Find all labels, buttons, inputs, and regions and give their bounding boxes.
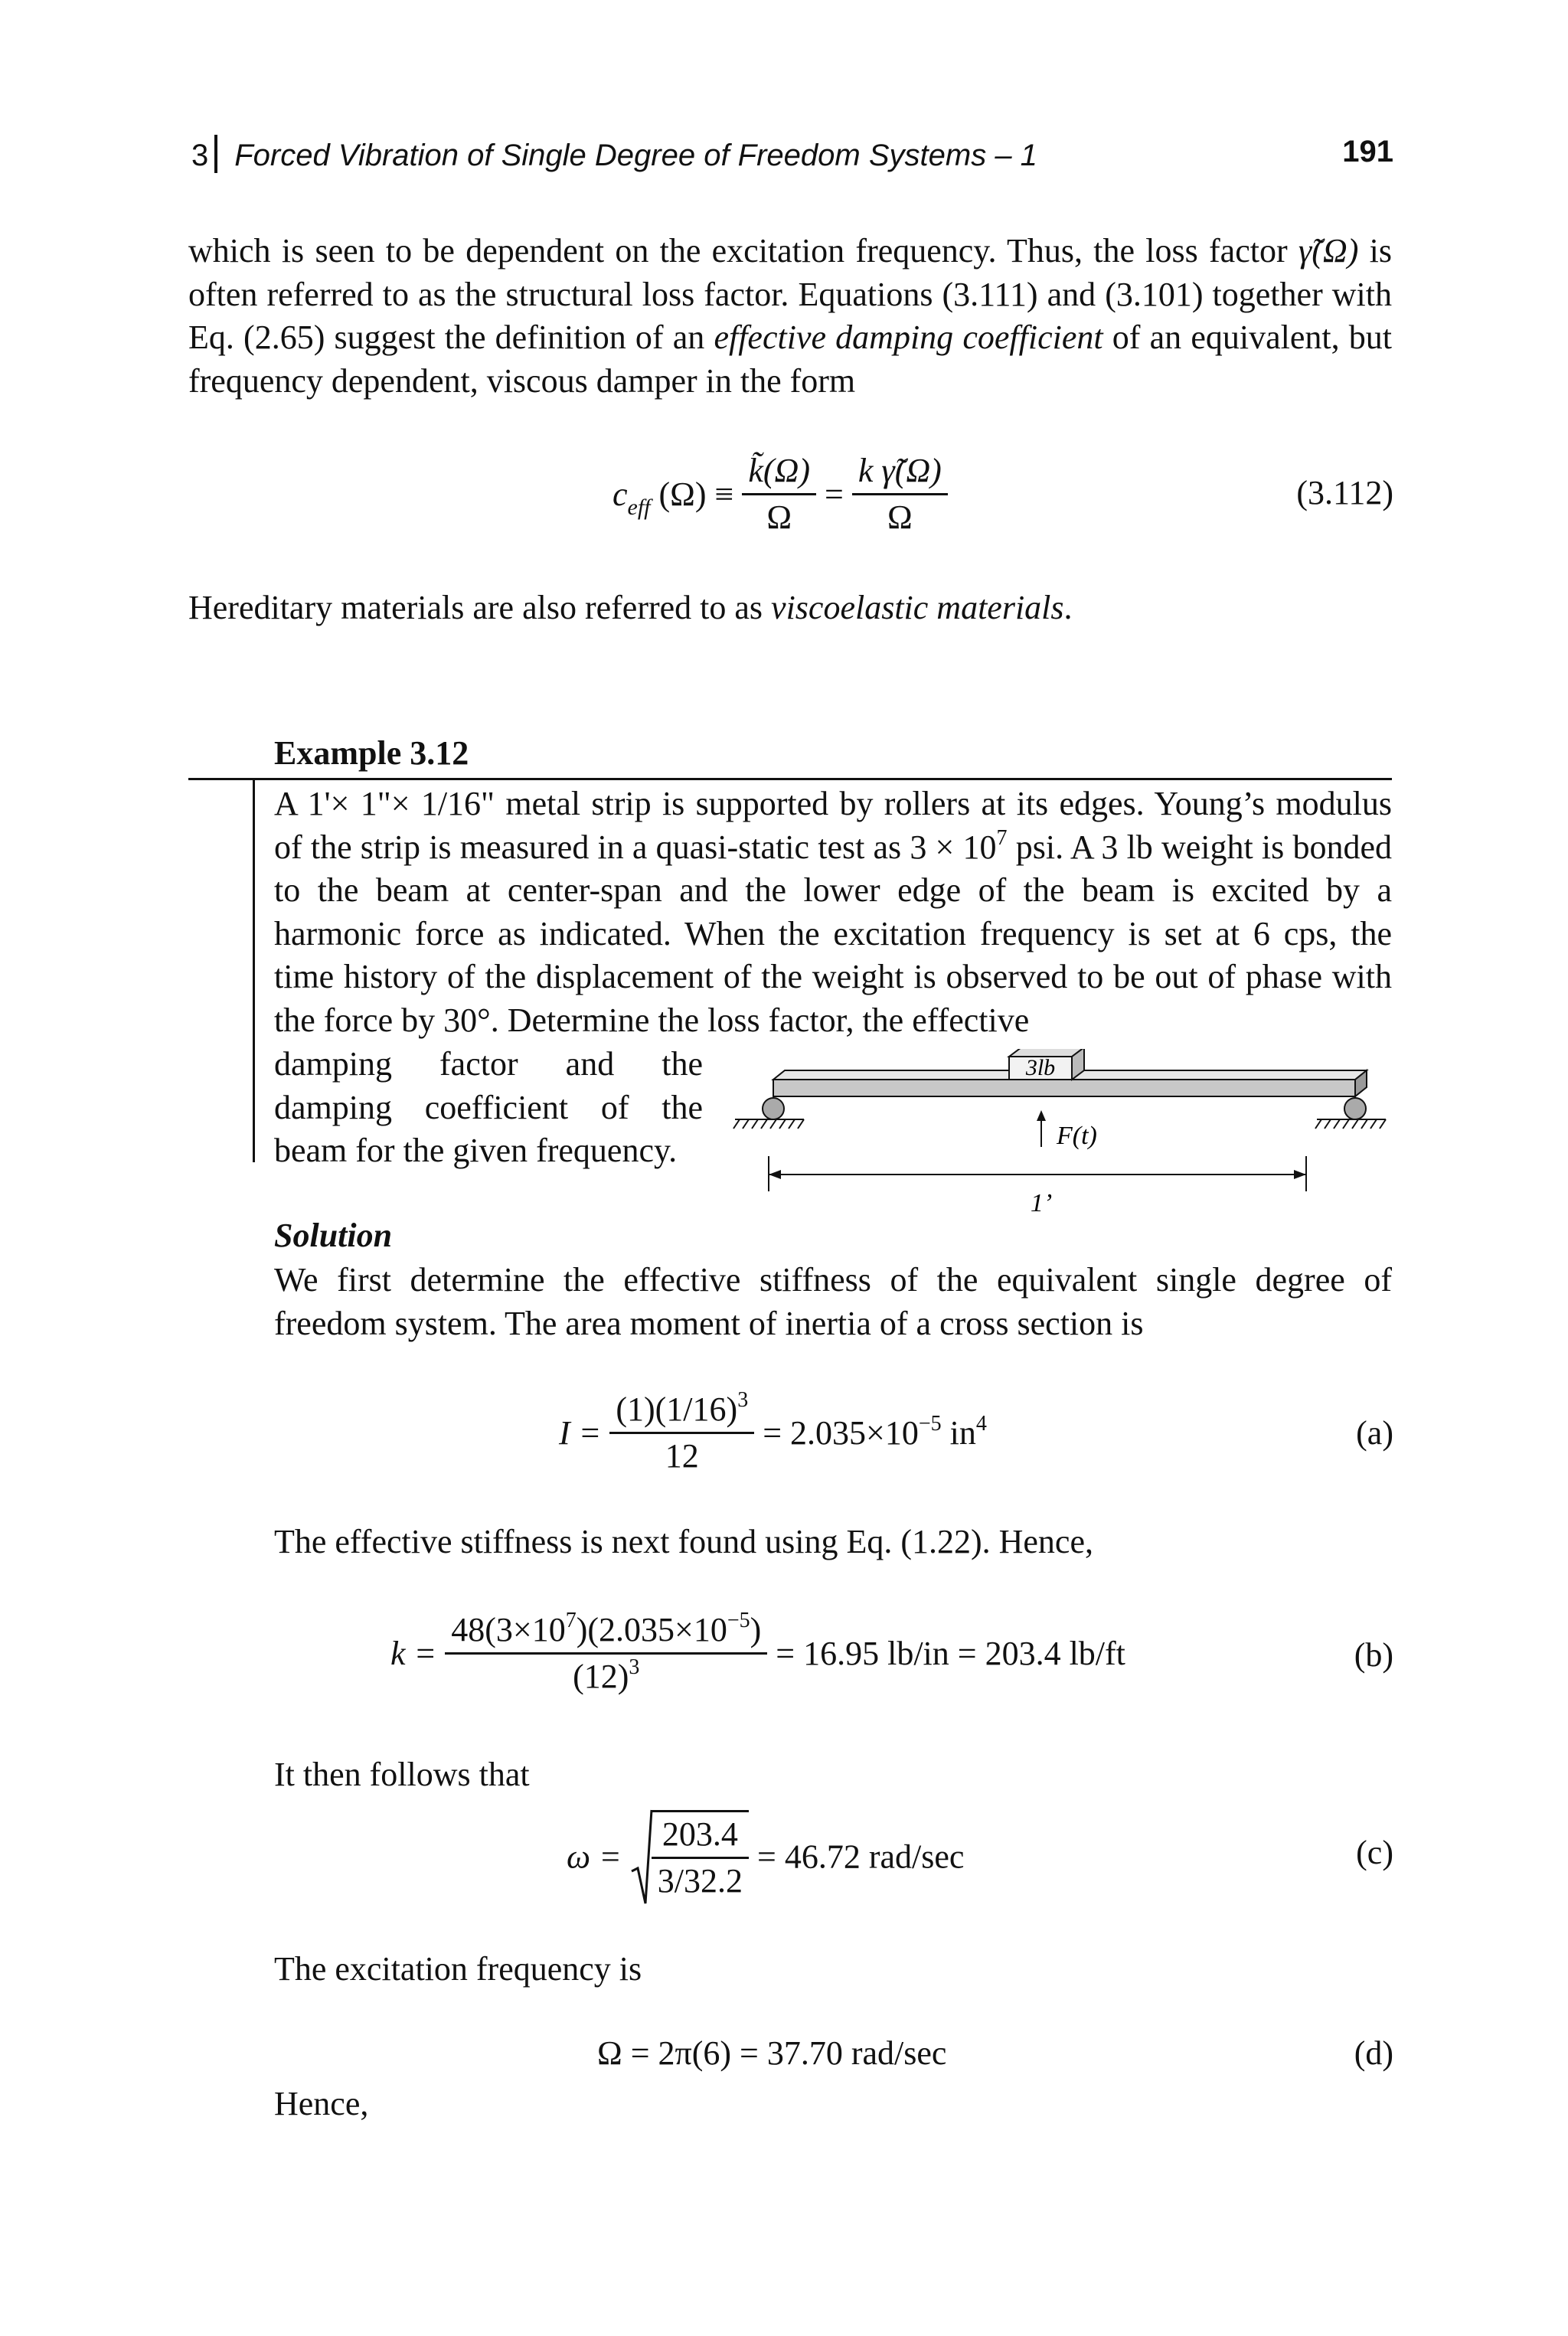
fraction-2	[852, 449, 948, 540]
left-ground	[733, 1119, 804, 1129]
eq-a-rhs-exp: −5	[918, 1412, 942, 1436]
dim-left-arrow	[769, 1170, 781, 1179]
eq-a-unit-exp: 4	[975, 1412, 987, 1436]
eq-a-lhs: I =	[559, 1414, 602, 1452]
right-ground	[1315, 1119, 1386, 1129]
chapter-title: Forced Vibration of Single Degree of Freedom Systems – 1	[234, 139, 1037, 172]
header-divider	[214, 135, 217, 173]
eq-a-num-exp: 3	[737, 1388, 749, 1412]
eq-b-num-exp2: −5	[727, 1609, 750, 1632]
solution-text-b: The effective stiffness is next found using Eq. (1.22). Hence,	[274, 1523, 1093, 1560]
paragraph-hereditary	[188, 586, 1392, 630]
length-label: 1’	[1030, 1189, 1053, 1217]
equation-number-3-112: (3.112)	[1296, 474, 1393, 511]
equation-c	[567, 1807, 964, 1906]
para1-text-c: of an equivalent, but frequency dependent, viscous damper in the form	[188, 319, 1392, 400]
eq-b-lhs: k =	[390, 1635, 437, 1672]
eq-b-den: (12)	[573, 1658, 629, 1695]
left-roller	[763, 1098, 784, 1119]
para2-text-a: Hereditary materials are also referred to as	[188, 589, 772, 626]
fraction-1	[742, 449, 816, 540]
paragraph-loss-factor	[188, 230, 1392, 403]
solution-heading: Solution	[274, 1217, 393, 1254]
eq-b-num-c: )	[750, 1611, 762, 1648]
para1-text-b: is often referred to as the structural loss factor. Equations (3.111) and (3.101) together with Eq. (2.65) suggest the definition of an	[188, 232, 1392, 356]
eq-b-rhs: = 16.95 lb/in = 203.4 lb/ft	[776, 1635, 1125, 1672]
right-roller	[1344, 1098, 1366, 1119]
example-side-rule	[253, 779, 255, 1162]
example-top-rule	[188, 778, 1392, 780]
eq-b-num-a: 48(3×10	[451, 1611, 566, 1648]
eq-lhs-arg: (Ω) ≡	[658, 475, 734, 513]
equation-a	[559, 1387, 987, 1478]
frac2-num: k γ̃(Ω)	[858, 452, 942, 489]
equation-b	[390, 1608, 1125, 1699]
eq-a-den: 12	[665, 1437, 699, 1475]
force-label: F(t)	[1057, 1122, 1097, 1150]
eq-c-num: 203.4	[652, 1812, 749, 1859]
eq-c: c	[612, 475, 628, 513]
eq-c-rhs: = 46.72 rad/sec	[757, 1838, 965, 1876]
sqrt-sign	[630, 1807, 653, 1906]
example-statement	[274, 782, 1392, 1042]
example-text-1: A 1'× 1"× 1/16" metal strip is supported by rollers at its edges. Young’s modulus of the strip is measured in a quasi-static test as 3 × 10	[274, 785, 1392, 866]
example-title: Example 3.12	[274, 734, 469, 772]
eq-c-lhs: ω =	[567, 1838, 622, 1876]
equation-number-d: (d)	[1354, 2034, 1393, 2072]
example-text-2: psi. A 3 lb weight is bonded to the beam at center-span and the lower edge of the beam is excited by a harmonic force as indicated. When the excitation frequency is set at 6 cps, the time history of the displacement of the weight is observed to be out of phase with the force by 30°. Determine the loss factor, the effective	[274, 828, 1392, 1039]
example-exponent: 7	[996, 825, 1008, 850]
dim-right-arrow	[1294, 1170, 1306, 1179]
solution-text-d: The excitation frequency is	[274, 1950, 642, 1988]
weight-label: 3lb	[1025, 1055, 1056, 1080]
eq-a-unit: in	[941, 1414, 976, 1452]
frac1-num: k̃(Ω)	[748, 452, 811, 489]
eq-a-rhs: = 2.035×10	[763, 1414, 919, 1452]
eq-equals: =	[825, 475, 844, 513]
force-arrowhead	[1037, 1110, 1046, 1121]
running-header	[191, 135, 1037, 173]
eq-b-fraction	[445, 1608, 767, 1699]
eq-a-fraction	[609, 1387, 754, 1478]
solution-intro: We first determine the effective stiffness of the equivalent single degree of freedom system. The area moment of inertia of a cross section is	[274, 1261, 1392, 1342]
para1-emphasis: effective damping coefficient	[714, 319, 1103, 356]
eq-c-den: 3/32.2	[657, 1862, 743, 1900]
eq-b-den-exp: 3	[629, 1655, 640, 1679]
equation-number-c: (c)	[1356, 1834, 1393, 1871]
equation-d: Ω = 2π(6) = 37.70 rad/sec	[597, 2034, 947, 2072]
eq-b-num-b: )(2.035×10	[576, 1611, 727, 1648]
solution-text-c: It then follows that	[274, 1756, 530, 1793]
eq-sub-eff: eff	[627, 495, 651, 520]
beam-front-face	[773, 1080, 1355, 1096]
eq-b-num-exp1: 7	[565, 1609, 577, 1632]
frac2-den: Ω	[887, 498, 913, 536]
equation-number-a: (a)	[1356, 1414, 1393, 1452]
frac1-den: Ω	[766, 498, 792, 536]
equation-number-b: (b)	[1354, 1636, 1393, 1674]
equation-3-112	[612, 449, 948, 540]
page-number: 191	[1342, 135, 1393, 168]
para1-text-a: which is seen to be dependent on the excitation frequency. Thus, the loss factor	[188, 232, 1298, 270]
beam-figure	[720, 1049, 1393, 1225]
chapter-number: 3	[191, 139, 209, 172]
loss-factor-symbol: γ̃(Ω)	[1298, 232, 1359, 270]
solution-text-e: Hence,	[274, 2085, 369, 2122]
eq-c-fraction	[652, 1810, 749, 1903]
eq-a-num: (1)(1/16)	[616, 1390, 738, 1428]
para2-text-b: .	[1063, 589, 1073, 626]
para2-emphasis: viscoelastic materials	[771, 589, 1064, 626]
example-statement-end: damping factor and the damping coefficient of the beam for the given frequency.	[274, 1045, 703, 1169]
